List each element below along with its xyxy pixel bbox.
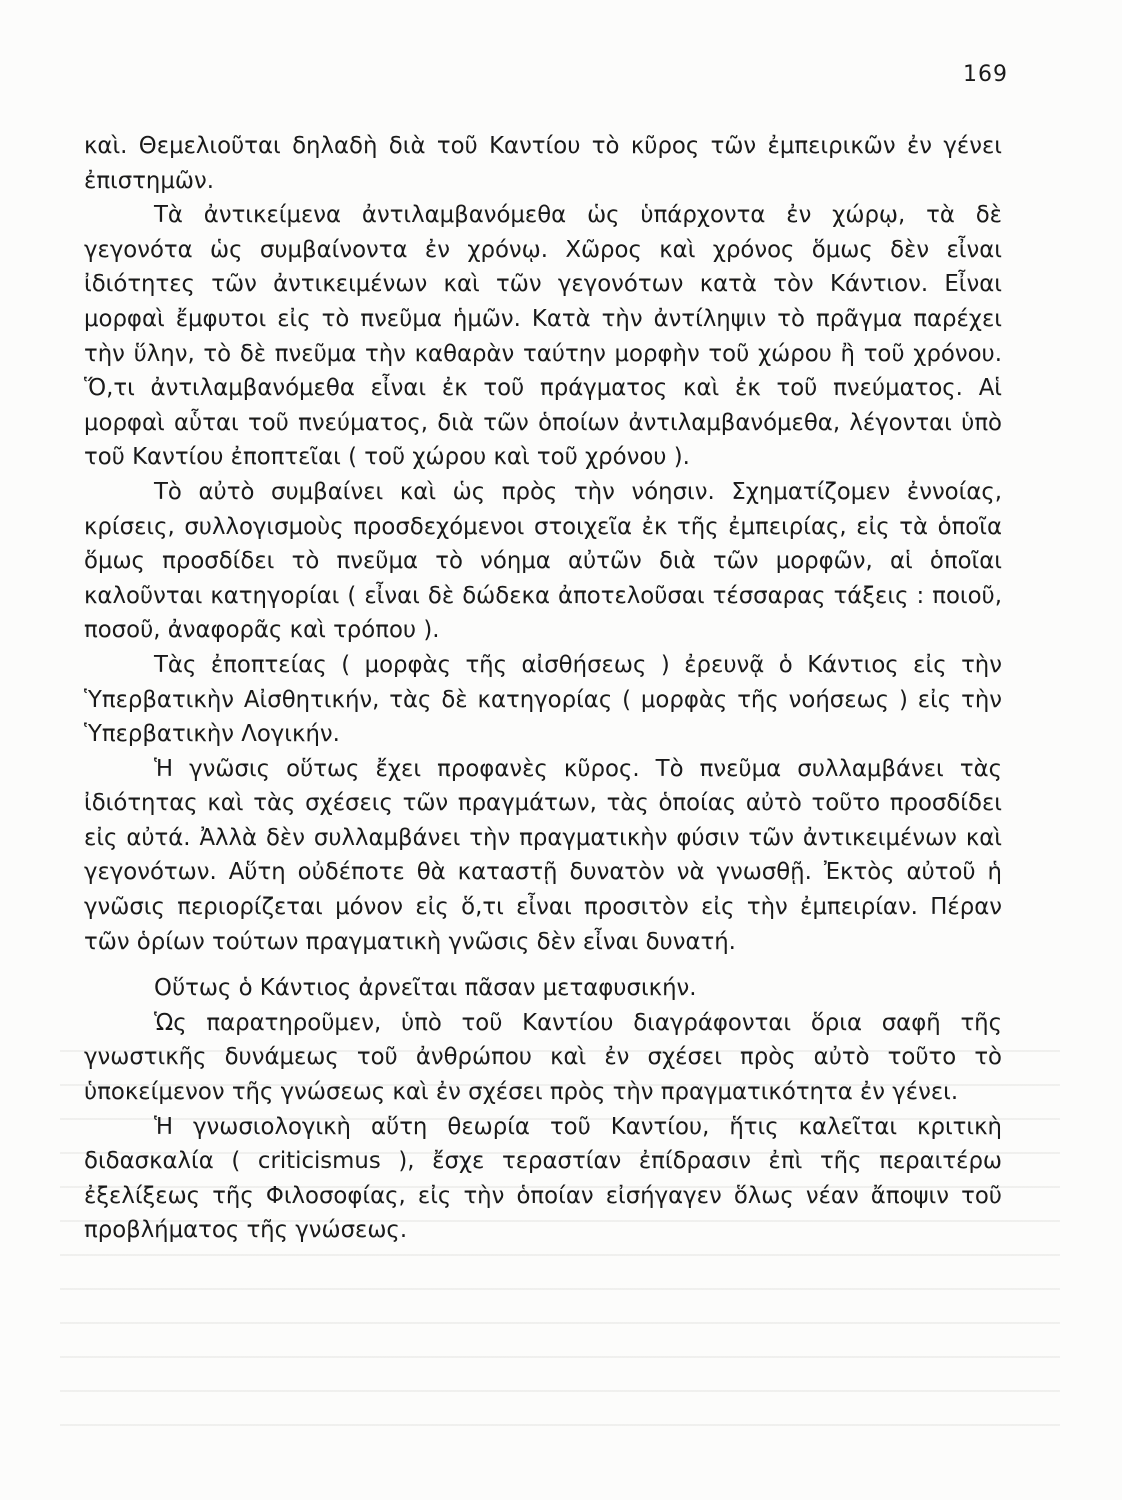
paragraph-5: Ἡ γνῶσις οὕτως ἔχει προφανὲς κῦρος. Τὸ πνεῦμα συλλαμβάνει τὰς ἰδιότητας καὶ τὰς σχέσεις τῶν πραγμάτων, τὰς ὁποίας αὐτὸ τοῦτο προσδίδει εἰς αὐτά. Ἀλλὰ δὲν συλλαμβάνει τὴν πραγματικὴν φύσιν τῶν ἀντικειμένων καὶ γεγονότων. Αὕτη οὐδέποτε θὰ καταστῇ δυνατὸν νὰ γνωσθῇ. Ἐκτὸς αὐτοῦ ἡ γνῶσις περιορίζεται μόνον εἰς ὅ,τι εἶναι προσιτὸν εἰς τὴν ἐμπειρίαν. Πέραν τῶν ὁρίων τούτων πραγματικὴ γνῶσις δὲν εἶναι δυνατή. <box>84 755 1002 955</box>
paragraph-4: Τὰς ἐποπτείας ( μορφὰς τῆς αἰσθήσεως ) ἐρευνᾷ ὁ Κάντιος εἰς τὴν Ὑπερβατικὴν Αἰσθητικήν, τὰς δὲ κατηγορίας ( μορφὰς τῆς νοήσεως ) εἰς τὴν Ὑπερβατικὴν Λογικήν. <box>84 651 1002 748</box>
paragraph-2: Τὰ ἀντικείμενα ἀντιλαμβανόμεθα ὡς ὑπάρχοντα ἐν χώρῳ, τὰ δὲ γεγονότα ὡς συμβαίνοντα ἐν χρόνῳ. Χῶρος καὶ χρόνος ὅμως δὲν εἶναι ἰδιότητες τῶν ἀντικειμένων καὶ τῶν γεγονότων κατὰ τὸν Κάντιον. Εἶναι μορφαὶ ἔμφυτοι εἰς τὸ πνεῦμα ἡμῶν. Κατὰ τὴν ἀντίληψιν τὸ πρᾶγμα παρέχει τὴν ὕλην, τὸ δὲ πνεῦμα τὴν καθαρὰν ταύτην μορφὴν τοῦ χώρου ἢ τοῦ χρόνου. Ὅ,τι ἀντιλαμβανόμεθα εἶναι ἐκ τοῦ πράγματος καὶ ἐκ τοῦ πνεύματος. Αἱ μορφαὶ αὗται τοῦ πνεύματος, διὰ τῶν ὁποίων ἀντιλαμβανόμεθα, λέγονται ὑπὸ τοῦ Καντίου ἐποπτεῖαι ( τοῦ χώρου καὶ τοῦ χρόνου ). <box>84 202 1002 471</box>
paragraph-1: καὶ. Θεμελιοῦται δηλαδὴ διὰ τοῦ Καντίου τὸ κῦρος τῶν ἐμπειρικῶν ἐν γένει ἐπιστημῶν. <box>84 133 1002 194</box>
paragraph-3: Τὸ αὐτὸ συμβαίνει καὶ ὡς πρὸς τὴν νόησιν. Σχηματίζομεν ἐννοίας, κρίσεις, συλλογισμοὺς προσδεχόμενοι στοιχεῖα ἐκ τῆς ἐμπειρίας, εἰς τὰ ὁποῖα ὅμως προσδίδει τὸ πνεῦμα τὸ νόημα αὐτῶν διὰ τῶν μορφῶν, αἱ ὁποῖαι καλοῦνται κατηγορίαι ( εἶναι δὲ δώδεκα ἀποτελοῦσαι τέσσαρας τάξεις : ποιοῦ, ποσοῦ, ἀναφορᾶς καὶ τρόπου ). <box>84 478 1002 644</box>
paragraph-6: Οὕτως ὁ Κάντιος ἀρνεῖται πᾶσαν μεταφυσικήν. <box>154 975 697 1002</box>
page-number: 169 <box>963 62 1008 87</box>
paragraph-8: Ἡ γνωσιολογικὴ αὕτη θεωρία τοῦ Καντίου, ἥτις καλεῖται κριτικὴ διδασκαλία ( criticismus ), ἔσχε τεραστίαν ἐπίδρασιν ἐπὶ τῆς περαιτέρω ἐξελίξεως τῆς Φιλοσοφίας, εἰς τὴν ὁποίαν εἰσήγαγεν ὅλως νέαν ἄποψιν τοῦ προβλήματος τῆς γνώσεως. <box>84 1113 1002 1244</box>
body-text <box>84 129 1002 1248</box>
paragraph-7: Ὡς παρατηροῦμεν, ὑπὸ τοῦ Καντίου διαγράφονται ὅρια σαφῆ τῆς γνωστικῆς δυνάμεως τοῦ ἀνθρώπου καὶ ἐν σχέσει πρὸς αὐτὸ τοῦτο τὸ ὑποκείμενον τῆς γνώσεως καὶ ἐν σχέσει πρὸς τὴν πραγματικότητα ἐν γένει. <box>84 1009 1002 1106</box>
